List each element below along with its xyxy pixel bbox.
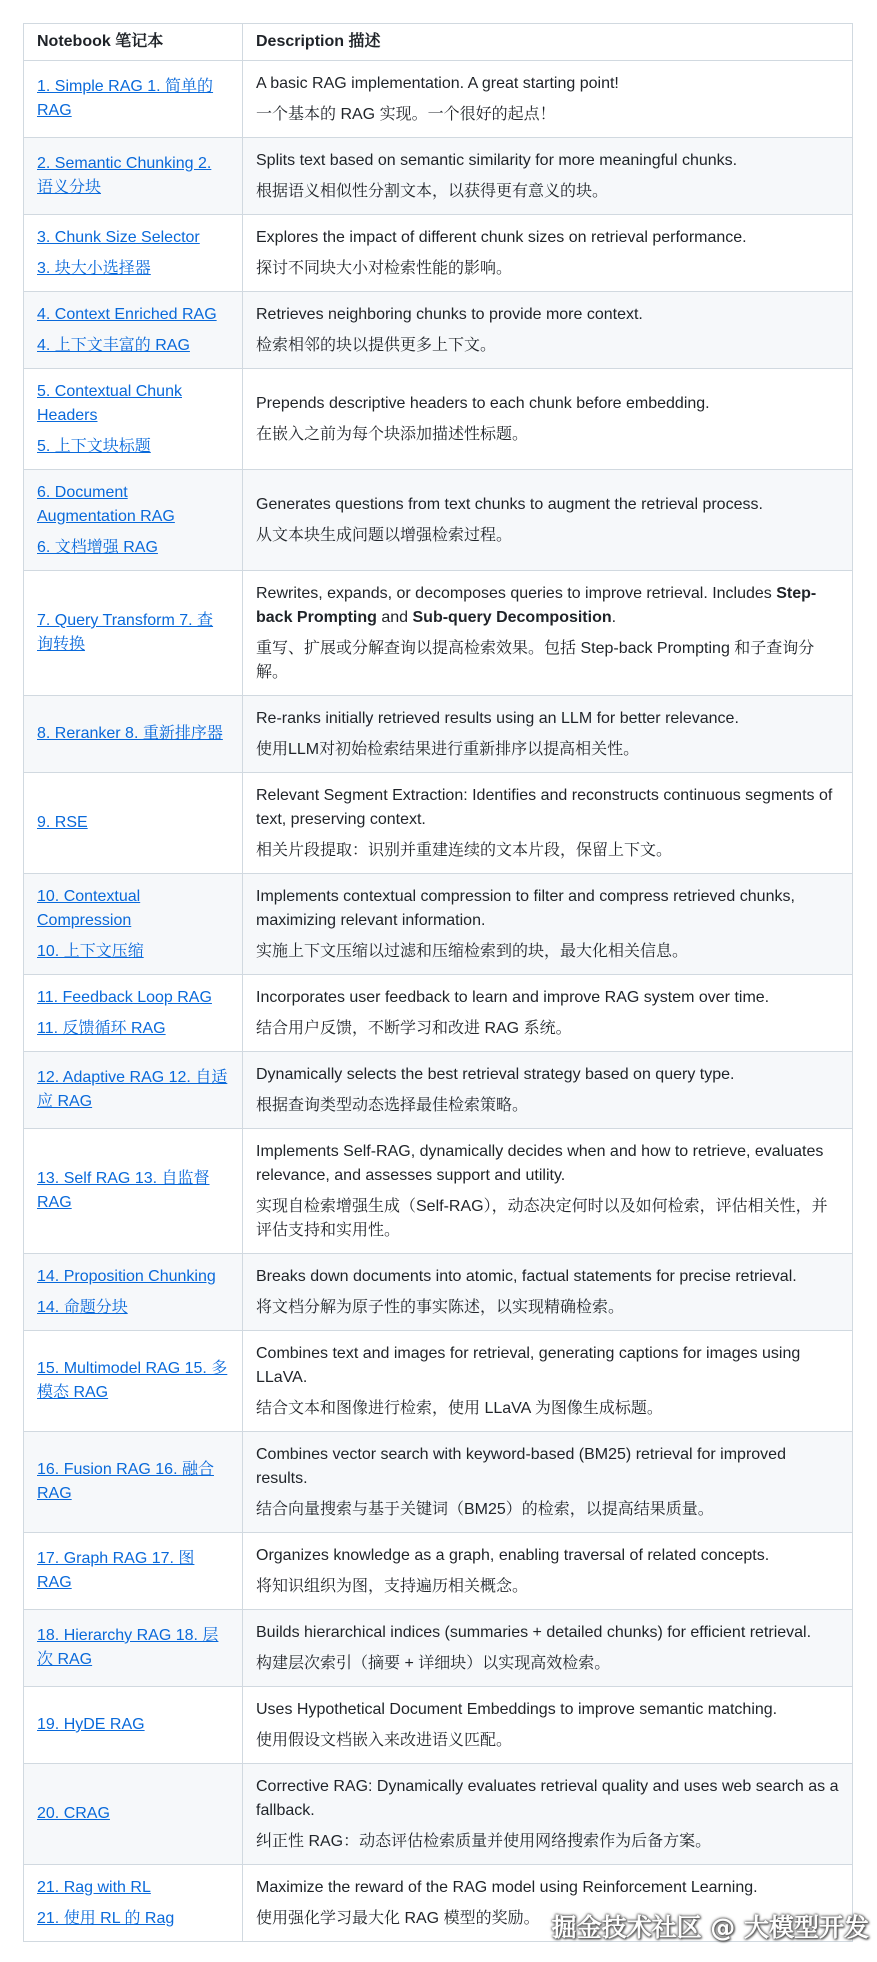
description-cell: [243, 1052, 853, 1129]
notebook-link[interactable]: 6. Document Augmentation RAG: [37, 483, 175, 525]
notebook-link-zh[interactable]: 5. 上下文块标题: [37, 437, 151, 455]
table-row: [24, 61, 853, 138]
notebook-cell: [24, 1533, 243, 1610]
table-row: [24, 292, 853, 369]
notebook-link[interactable]: 9. RSE: [37, 814, 88, 831]
notebook-link[interactable]: 3. Chunk Size Selector: [37, 228, 200, 246]
description-text: Rewrites, expands, or decomposes queries to improve retrieval. Includes: [256, 584, 777, 602]
description-en: Combines vector search with keyword-based (BM25) retrieval for improved results.: [256, 1445, 786, 1487]
description-zh: 使用强化学习最大化 RAG 模型的奖励。: [256, 1909, 540, 1927]
table-body: [24, 61, 853, 1942]
description-en: Uses Hypothetical Document Embeddings to improve semantic matching.: [256, 1700, 778, 1718]
notebook-link[interactable]: 8. Reranker 8. 重新排序器: [37, 725, 223, 742]
notebook-cell: [24, 292, 243, 369]
description-cell: [243, 138, 853, 215]
notebook-cell: [24, 874, 243, 975]
description-en: Retrieves neighboring chunks to provide more context.: [256, 305, 643, 323]
description-en: Re-ranks initially retrieved results using an LLM for better relevance.: [256, 709, 739, 727]
description-zh: 结合向量搜索与基于关键词（BM25）的检索，以提高结果质量。: [256, 1500, 714, 1518]
notebook-cell: [24, 571, 243, 696]
notebook-cell: [24, 1331, 243, 1432]
notebook-link[interactable]: 1. Simple RAG 1. 简单的 RAG: [37, 78, 214, 119]
notebook-link[interactable]: 16. Fusion RAG 16. 融合 RAG: [37, 1461, 214, 1502]
table-row: [24, 1254, 853, 1331]
description-emphasis: Sub-query Decomposition: [412, 608, 612, 626]
table-row: [24, 1052, 853, 1129]
description-en: A basic RAG implementation. A great starting point!: [256, 74, 619, 92]
notebook-link[interactable]: 20. CRAG: [37, 1805, 110, 1822]
description-zh: 检索相邻的块以提供更多上下文。: [256, 336, 497, 354]
notebook-link[interactable]: 14. Proposition Chunking: [37, 1267, 216, 1285]
notebook-link-zh[interactable]: 11. 反馈循环 RAG: [37, 1019, 166, 1037]
description-cell: [243, 1764, 853, 1865]
description-zh: 探讨不同块大小对检索性能的影响。: [256, 259, 513, 277]
description-zh: 将文档分解为原子性的事实陈述，以实现精确检索。: [256, 1298, 625, 1316]
description-cell: [243, 874, 853, 975]
header-row: [24, 24, 853, 61]
notebook-cell: [24, 1687, 243, 1764]
notebook-link-zh[interactable]: 10. 上下文压缩: [37, 942, 144, 960]
notebook-cell: [24, 61, 243, 138]
notebook-cell: [24, 1610, 243, 1687]
description-zh: 纠正性 RAG：动态评估检索质量并使用网络搜索作为后备方案。: [256, 1832, 712, 1850]
description-emphasis: Step-back Prompting: [256, 584, 817, 626]
notebook-link[interactable]: 17. Graph RAG 17. 图 RAG: [37, 1550, 195, 1591]
notebook-link[interactable]: 11. Feedback Loop RAG: [37, 988, 212, 1006]
description-en: Maximize the reward of the RAG model using Reinforcement Learning.: [256, 1878, 758, 1896]
notebook-link[interactable]: 2. Semantic Chunking 2. 语义分块: [37, 155, 212, 196]
notebook-cell: [24, 215, 243, 292]
notebook-link-zh[interactable]: 3. 块大小选择器: [37, 259, 151, 277]
notebook-cell: [24, 1052, 243, 1129]
notebook-cell: [24, 470, 243, 571]
description-en: Corrective RAG: Dynamically evaluates retrieval quality and uses web search as a fallback.: [256, 1777, 839, 1819]
table-row: [24, 1764, 853, 1865]
description-zh: 根据查询类型动态选择最佳检索策略。: [256, 1096, 529, 1114]
description-en: Prepends descriptive headers to each chunk before embedding.: [256, 394, 710, 412]
notebook-link[interactable]: 18. Hierarchy RAG 18. 层次 RAG: [37, 1627, 219, 1668]
description-cell: [243, 1687, 853, 1764]
notebook-table: [23, 23, 853, 1942]
description-cell: [243, 1254, 853, 1331]
description-en: Splits text based on semantic similarity for more meaningful chunks.: [256, 151, 738, 169]
description-en: [256, 582, 839, 630]
notebook-cell: [24, 696, 243, 773]
description-cell: [243, 61, 853, 138]
description-zh: 一个基本的 RAG 实现。一个很好的起点！: [256, 105, 556, 123]
description-zh: 结合用户反馈，不断学习和改进 RAG 系统。: [256, 1019, 572, 1037]
description-en: Organizes knowledge as a graph, enabling traversal of related concepts.: [256, 1546, 770, 1564]
notebook-link[interactable]: 4. Context Enriched RAG: [37, 305, 217, 323]
notebook-link-zh[interactable]: 6. 文档增强 RAG: [37, 538, 158, 556]
table-row: [24, 138, 853, 215]
description-cell: [243, 292, 853, 369]
description-zh: 在嵌入之前为每个块添加描述性标题。: [256, 425, 529, 443]
description-en: Relevant Segment Extraction: Identifies and reconstructs continuous segments of text, preserving context.: [256, 786, 833, 828]
table-row: [24, 215, 853, 292]
description-zh: 使用LLM对初始检索结果进行重新排序以提高相关性。: [256, 740, 640, 758]
description-text: and: [376, 608, 413, 626]
table-row: [24, 1533, 853, 1610]
notebook-cell: [24, 138, 243, 215]
notebook-cell: [24, 1254, 243, 1331]
description-cell: [243, 571, 853, 696]
description-cell: [243, 696, 853, 773]
table-row: [24, 874, 853, 975]
description-en: Breaks down documents into atomic, factual statements for precise retrieval.: [256, 1267, 797, 1285]
table-row: [24, 1432, 853, 1533]
table-row: [24, 1687, 853, 1764]
description-zh: 根据语义相似性分割文本，以获得更有意义的块。: [256, 182, 609, 200]
table-row: [24, 571, 853, 696]
description-cell: [243, 470, 853, 571]
notebook-link[interactable]: 12. Adaptive RAG 12. 自适应 RAG: [37, 1069, 228, 1110]
header-description: Description 描述: [243, 24, 853, 61]
description-cell: [243, 1331, 853, 1432]
notebook-link-zh[interactable]: 4. 上下文丰富的 RAG: [37, 336, 190, 354]
table-row: [24, 1331, 853, 1432]
description-en: Dynamically selects the best retrieval strategy based on query type.: [256, 1065, 735, 1083]
table-row: [24, 696, 853, 773]
description-en: Combines text and images for retrieval, generating captions for images using LLaVA.: [256, 1344, 801, 1386]
watermark: 掘金技术社区 @ 大模型开发: [551, 1913, 869, 1942]
notebook-link[interactable]: 10. Contextual Compression: [37, 887, 141, 929]
description-text: .: [611, 608, 617, 626]
description-cell: [243, 773, 853, 874]
description-cell: [243, 1129, 853, 1254]
notebook-cell: [24, 1764, 243, 1865]
notebook-cell: [24, 369, 243, 470]
notebook-cell: [24, 1865, 243, 1942]
notebook-link[interactable]: 15. Multimodel RAG 15. 多模态 RAG: [37, 1360, 228, 1401]
description-cell: [243, 369, 853, 470]
description-zh: 将知识组织为图，支持遍历相关概念。: [256, 1577, 529, 1595]
notebook-link[interactable]: 13. Self RAG 13. 自监督 RAG: [37, 1170, 210, 1211]
description-en: Incorporates user feedback to learn and improve RAG system over time.: [256, 988, 770, 1006]
notebook-cell: [24, 1129, 243, 1254]
notebook-cell: [24, 975, 243, 1052]
description-cell: [243, 1432, 853, 1533]
description-zh: 实现自检索增强生成（Self-RAG），动态决定何时以及如何检索，评估相关性，并评估支持和实用性。: [256, 1197, 828, 1239]
description-en: Builds hierarchical indices (summaries + detailed chunks) for efficient retrieval.: [256, 1623, 812, 1641]
description-cell: [243, 1610, 853, 1687]
notebook-link[interactable]: 21. Rag with RL: [37, 1878, 151, 1896]
notebook-link-zh[interactable]: 14. 命题分块: [37, 1298, 128, 1316]
description-cell: [243, 975, 853, 1052]
description-zh: 实施上下文压缩以过滤和压缩检索到的块，最大化相关信息。: [256, 942, 689, 960]
table-row: [24, 1129, 853, 1254]
description-en: Implements contextual compression to filter and compress retrieved chunks, maximizing relevant information.: [256, 887, 795, 929]
table-row: [24, 1610, 853, 1687]
description-zh: 重写、扩展或分解查询以提高检索效果。包括 Step-back Prompting 和子查询分解。: [256, 639, 815, 681]
description-en: Implements Self-RAG, dynamically decides when and how to retrieve, evaluates relevance, and assesses support and utility.: [256, 1142, 824, 1184]
header-notebook: Notebook 笔记本: [24, 24, 243, 61]
description-zh: 相关片段提取：识别并重建连续的文本片段，保留上下文。: [256, 841, 673, 859]
notebook-link[interactable]: 5. Contextual Chunk Headers: [37, 382, 182, 424]
notebook-cell: [24, 1432, 243, 1533]
table-row: [24, 975, 853, 1052]
notebook-link-zh[interactable]: 21. 使用 RL 的 Rag: [37, 1909, 175, 1927]
notebook-link[interactable]: 19. HyDE RAG: [37, 1716, 145, 1733]
description-zh: 使用假设文档嵌入来改进语义匹配。: [256, 1731, 513, 1749]
table-row: [24, 773, 853, 874]
table-row: [24, 470, 853, 571]
description-zh: 构建层次索引（摘要 + 详细块）以实现高效检索。: [256, 1654, 611, 1672]
notebook-link[interactable]: 7. Query Transform 7. 查询转换: [37, 612, 214, 653]
notebook-cell: [24, 773, 243, 874]
table-row: [24, 369, 853, 470]
description-cell: [243, 215, 853, 292]
description-cell: [243, 1533, 853, 1610]
description-zh: 从文本块生成问题以增强检索过程。: [256, 526, 513, 544]
description-en: Generates questions from text chunks to augment the retrieval process.: [256, 495, 763, 513]
description-en: Explores the impact of different chunk sizes on retrieval performance.: [256, 228, 747, 246]
description-zh: 结合文本和图像进行检索，使用 LLaVA 为图像生成标题。: [256, 1399, 663, 1417]
